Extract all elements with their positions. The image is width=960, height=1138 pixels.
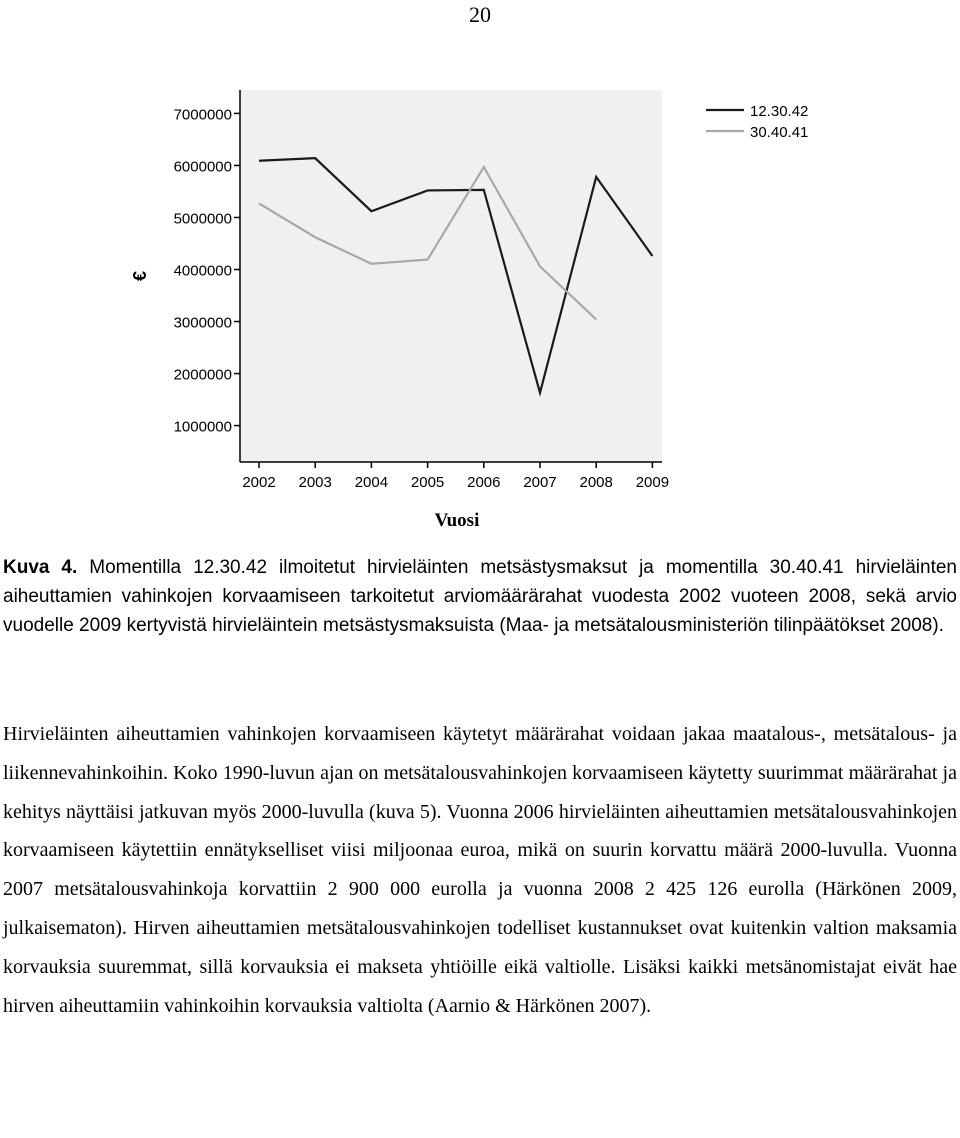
- body-paragraph: Hirvieläinten aiheuttamien vahinkojen korvaamiseen käytetyt määrärahat voidaan jakaa maatalous-, metsätalous- ja liikennevahinkoihin. Koko 1990-luvun ajan on metsätalousvahinkojen korvaamiseen käytetty suurimmat määrärahat ja kehitys näyttäisi jatkuvan myös 2000-luvulla (kuva 5). Vuonna 2006 hirvieläinten aiheuttamien metsätalousvahinkojen korvaamiseen käytettiin ennätykselliset viisi miljoonaa euroa, mikä on suurin korvattu määrä 2000-luvulla. Vuonna 2007 metsätalousvahinkoja korvattiin 2 900 000 eurolla ja vuonna 2008 2 425 126 eurolla (Härkönen 2009, julkaisematon). Hirven aiheuttamien metsätalousvahinkojen todelliset kustannukset ovat kuitenkin valtion maksamia korvauksia suuremmat, sillä korvauksia ei makseta yhtiöille eikä valtiolle. Lisäksi kaikki metsänomistajat eivät hae hirven aiheuttamiin vahinkoihin korvauksia valtiolta (Aarnio & Härkönen 2007).: [3, 723, 957, 1017]
- figure-caption: [3, 553, 957, 640]
- y-tick-label: 2000000: [173, 366, 232, 384]
- page-number: 20: [469, 2, 491, 27]
- legend-label-2: 30.40.41: [750, 124, 809, 141]
- y-tick-label: 5000000: [173, 210, 232, 228]
- y-tick-label: 7000000: [173, 106, 232, 124]
- line-chart: [0, 0, 960, 545]
- x-tick-label: 2004: [354, 474, 389, 491]
- y-tick-label: 4000000: [173, 262, 232, 280]
- y-tick-label: 1000000: [173, 418, 232, 436]
- x-tick-label: 2008: [579, 474, 613, 491]
- legend-label-1: 12.30.42: [750, 103, 809, 120]
- caption-text: Momentilla 12.30.42 ilmoitetut hirvieläinten metsästysmaksut ja momentilla 30.40.41 hirvieläinten aiheuttamien vahinkojen korvaamiseen tarkoitetut arviomäärärahat vuodesta 2002 vuoteen 2008, sekä arvio vuodelle 2009 kertyvistä hirvieläintein metsästysmaksuista (Maa- ja metsätalousministeriön tilinpäätökset 2008).: [3, 557, 957, 636]
- x-tick-label: 2002: [242, 474, 276, 491]
- x-tick-label: 2009: [635, 474, 670, 491]
- y-tick-label: 6000000: [173, 158, 232, 176]
- x-tick-label: 2005: [410, 474, 445, 491]
- x-tick-label: 2006: [467, 474, 501, 491]
- x-tick-label: 2003: [298, 474, 332, 491]
- y-axis-label: €: [130, 270, 150, 282]
- x-axis-label: Vuosi: [434, 510, 480, 531]
- plot-area: [240, 90, 662, 462]
- x-tick-label: 2007: [523, 474, 557, 491]
- y-tick-label: 3000000: [173, 314, 232, 332]
- caption-label: Kuva 4.: [3, 557, 78, 578]
